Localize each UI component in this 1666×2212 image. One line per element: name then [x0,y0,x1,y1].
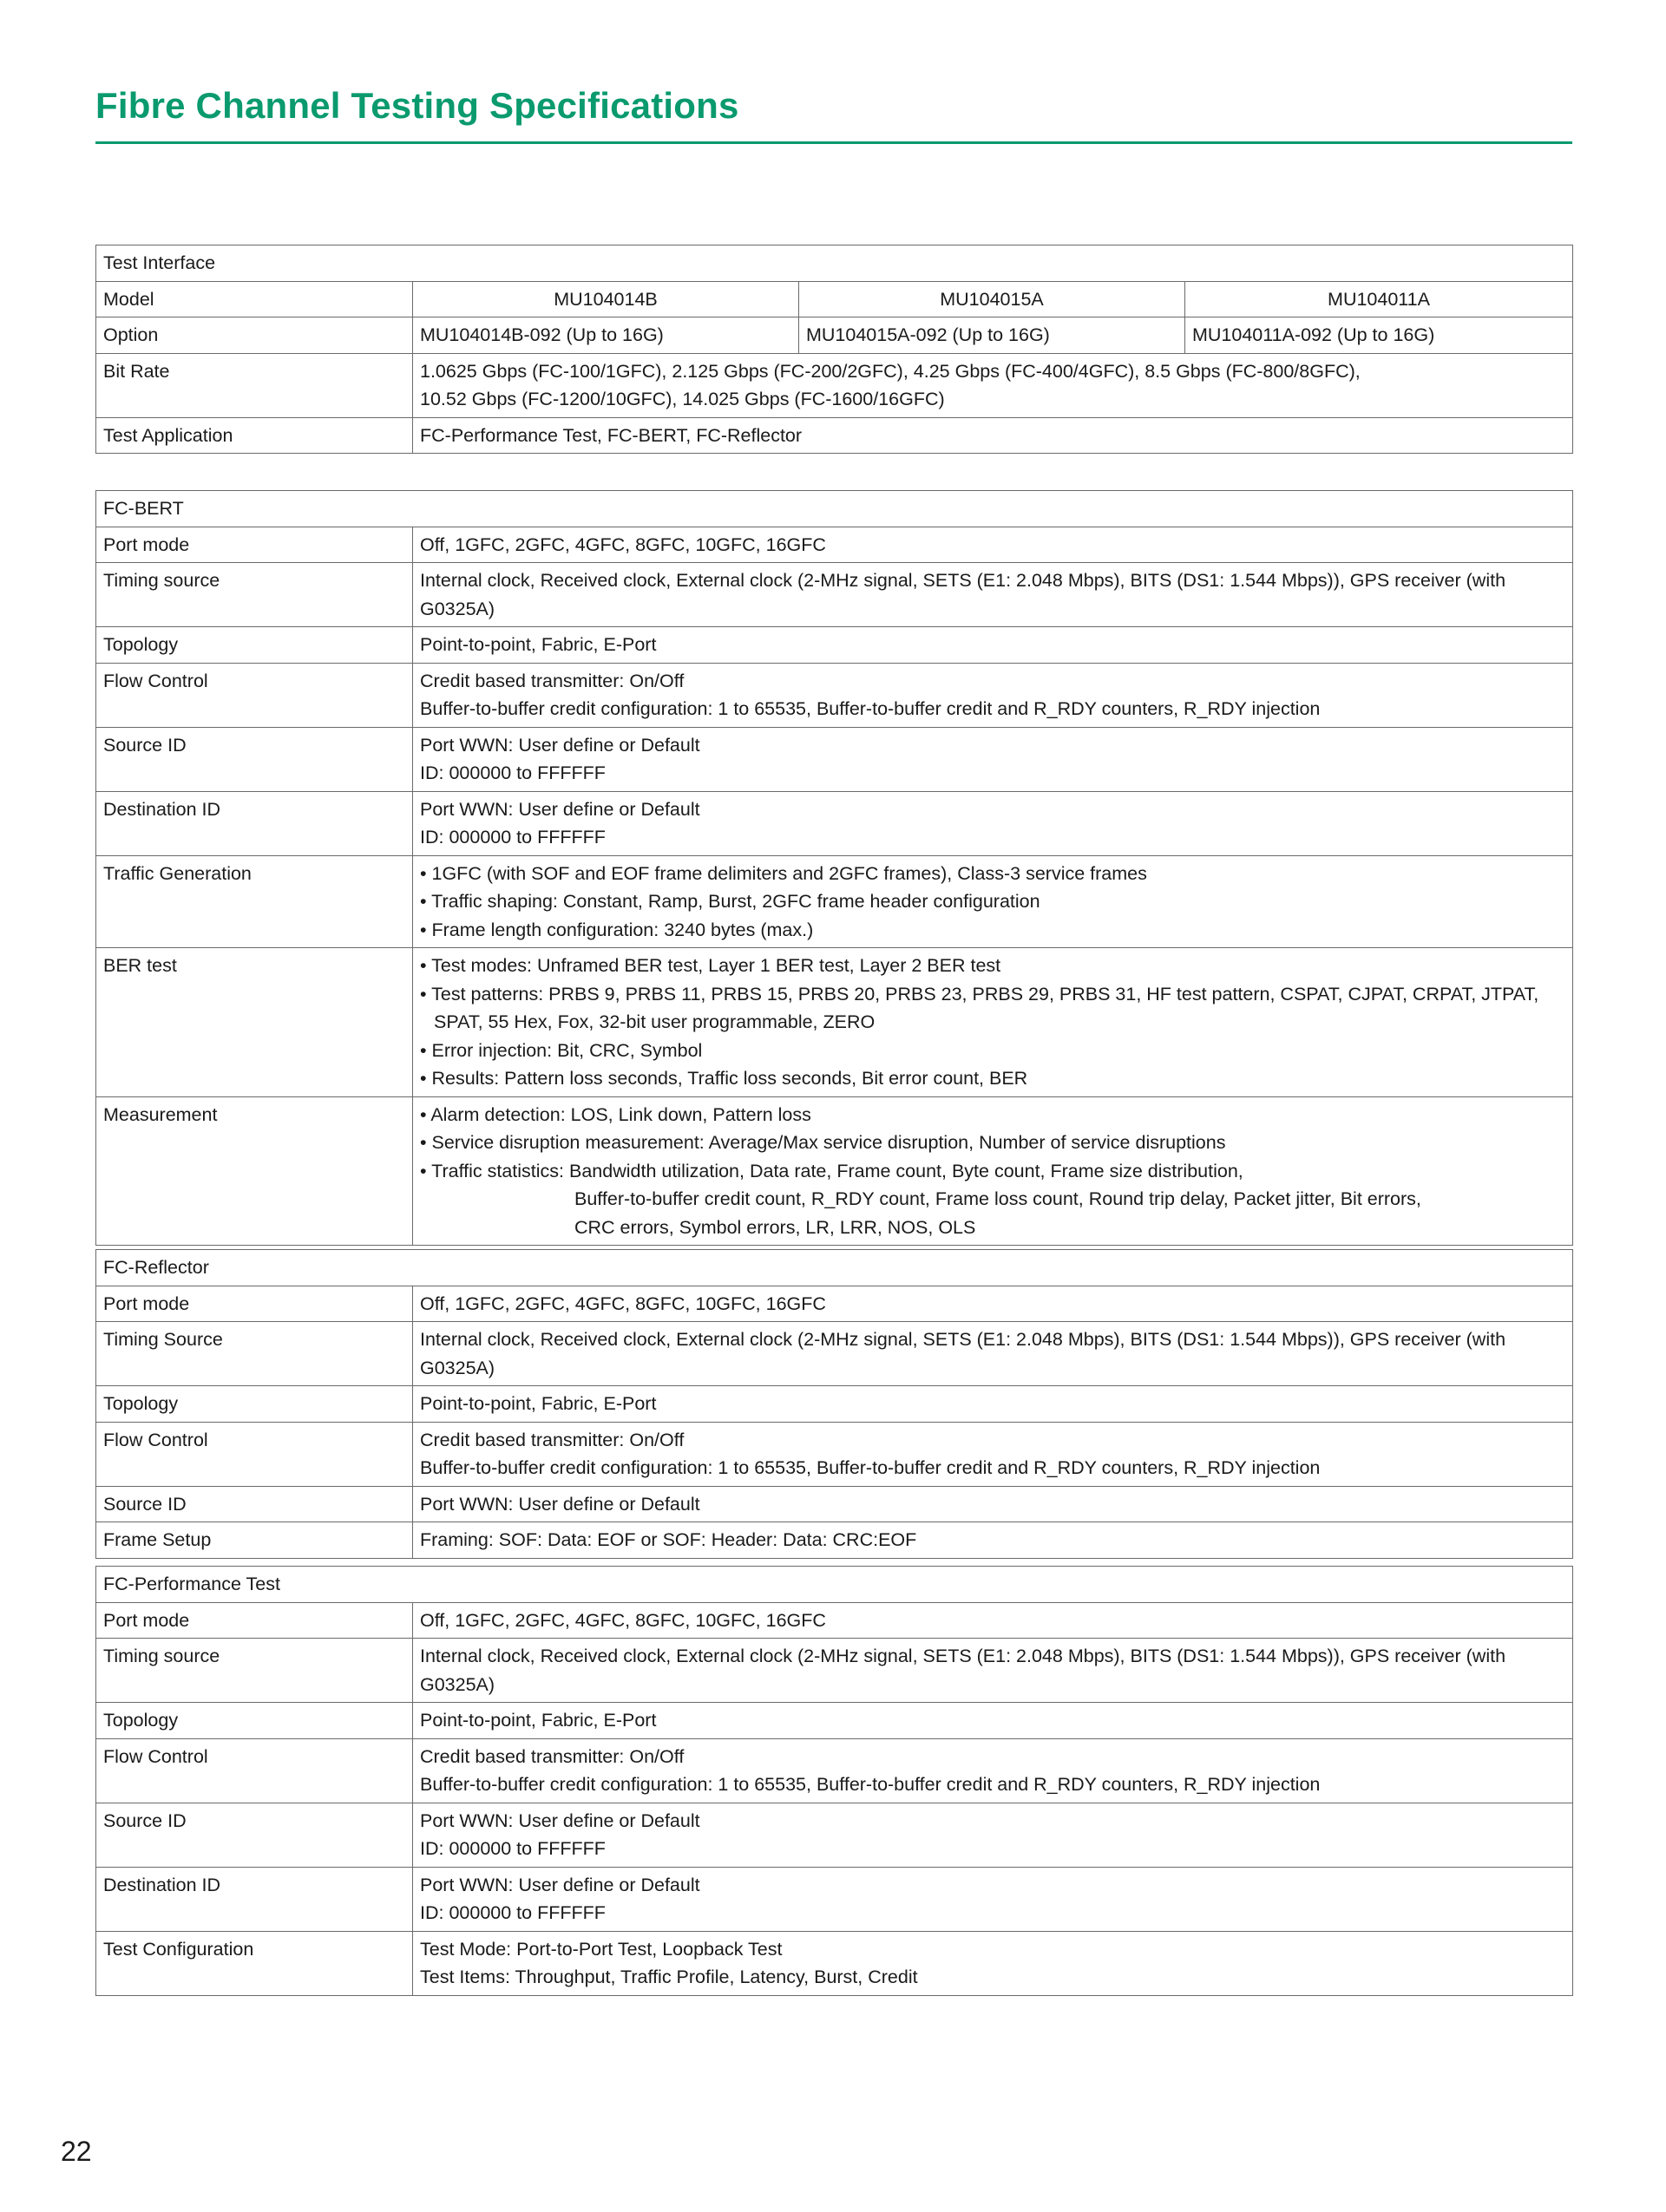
value-line: 1.0625 Gbps (FC-100/1GFC), 2.125 Gbps (FC-200/2GFC), 4.25 Gbps (FC-400/4GFC), 8.5 Gbps (FC-800/8GFC), [420,360,1361,382]
row-label: Bit Rate [96,353,413,417]
row-label: Flow Control [96,663,413,727]
row-label: Flow Control [96,1738,413,1803]
value-line: • Test modes: Unframed BER test, Layer 1 BER test, Layer 2 BER test [420,955,1001,976]
table-row [96,1286,1573,1322]
row-label: Measurement [96,1096,413,1246]
row-value [413,353,1573,417]
row-value [413,1738,1573,1803]
option-cell: MU104011A-092 (Up to 16G) [1185,317,1573,354]
value-line: Test Items: Throughput, Traffic Profile, Latency, Burst, Credit [420,1967,918,1987]
row-label: Timing Source [96,1322,413,1386]
model-cell: MU104014B [413,281,799,317]
section-header: Test Interface [96,245,1573,282]
value-line: Test Mode: Port-to-Port Test, Loopback Test [420,1938,783,1960]
row-label: Source ID [96,1803,413,1867]
row-value [413,1639,1573,1703]
table-row [96,1703,1573,1739]
row-value [413,563,1573,627]
table-row [96,663,1573,727]
row-value [413,1322,1573,1386]
table-row [96,1803,1573,1867]
table-row [96,353,1573,417]
table-row [96,1096,1573,1246]
value-line: ID: 000000 to FFFFFF [420,762,606,783]
fc-reflector-table [95,1249,1573,1559]
value-line: Buffer-to-buffer credit configuration: 1 to 65535, Buffer-to-buffer credit and R_RDY counters, R_RDY injection [420,1457,1321,1478]
option-cell: MU104014B-092 (Up to 16G) [413,317,799,354]
value-line: • Test patterns: PRBS 9, PRBS 11, PRBS 15, PRBS 20, PRBS 23, PRBS 29, PRBS 31, HF test pattern, CSPAT, CJPAT, CRPAT, JTPAT, SPAT, 55 Hex, Fox, 32-bit user programmable, ZERO [420,983,1539,1032]
value-line: Internal clock, Received clock, External clock (2-MHz signal, SETS (E1: 2.048 Mbps), BITS (DS1: 1.544 Mbps)), GPS receiver (with [420,1646,1506,1666]
value-line: Port WWN: User define or Default [420,1874,700,1895]
model-cell: MU104011A [1185,281,1573,317]
table-row [96,1422,1573,1486]
table-row [96,727,1573,791]
model-cell: MU104015A [799,281,1185,317]
value-line: Point-to-point, Fabric, E-Port [420,1710,657,1731]
fc-bert-table [95,490,1573,1246]
option-cell: MU104015A-092 (Up to 16G) [799,317,1185,354]
row-label: Port mode [96,1286,413,1322]
value-line: Port WWN: User define or Default [420,1810,700,1831]
value-line: G0325A) [420,1673,495,1695]
page-number: 22 [61,2136,92,2167]
row-label: Topology [96,627,413,664]
value-line: Internal clock, Received clock, External clock (2-MHz signal, SETS (E1: 2.048 Mbps), BITS (DS1: 1.544 Mbps)), GPS receiver (with G0325A) [420,570,1512,619]
row-label: Port mode [96,1602,413,1639]
row-label: BER test [96,948,413,1097]
section-header: FC-Reflector [96,1250,1573,1286]
table-row [96,1522,1573,1559]
row-value [413,527,1573,563]
fc-performance-table [95,1566,1573,1996]
value-line: Point-to-point, Fabric, E-Port [420,634,657,655]
title-divider [95,141,1572,144]
value-line: ID: 000000 to FFFFFF [420,827,606,847]
value-line: Buffer-to-buffer credit count, R_RDY count, Frame loss count, Round trip delay, Packet jitter, Bit errors, [574,1188,1421,1209]
value-line: • 1GFC (with SOF and EOF frame delimiters and 2GFC frames), Class-3 service frames [420,862,1147,884]
row-value [413,1931,1573,1995]
table-row [96,1322,1573,1386]
row-value [413,1486,1573,1522]
test-interface-table [95,245,1573,454]
value-line: Port WWN: User define or Default [420,734,700,756]
row-value [413,948,1573,1097]
value-line: 10.52 Gbps (FC-1200/10GFC), 14.025 Gbps (FC-1600/16GFC) [420,389,945,409]
row-label: Option [96,317,413,354]
table-header-row [96,245,1573,282]
table-row [96,1602,1573,1639]
value-line: • Frame length configuration: 3240 bytes (max.) [420,919,814,940]
row-label: Source ID [96,727,413,791]
row-value [413,663,1573,727]
value-line: Framing: SOF: Data: EOF or SOF: Header: Data: CRC:EOF [420,1529,917,1550]
value-line: Port WWN: User define or Default [420,798,700,820]
row-label: Test Application [96,417,413,454]
row-label: Source ID [96,1486,413,1522]
value-line: Buffer-to-buffer credit configuration: 1 to 65535, Buffer-to-buffer credit and R_RDY counters, R_RDY injection [420,698,1321,719]
row-value [413,855,1573,948]
table-row [96,1867,1573,1931]
row-label: Topology [96,1386,413,1423]
table-row [96,948,1573,1097]
value-line: Point-to-point, Fabric, E-Port [420,1393,657,1414]
value-line: • Alarm detection: LOS, Link down, Pattern loss [420,1103,811,1125]
value-line: • Traffic shaping: Constant, Ramp, Burst, 2GFC frame header configuration [420,891,1040,912]
row-label: Test Configuration [96,1931,413,1995]
row-label: Timing source [96,1639,413,1703]
table-row [96,1386,1573,1423]
row-value [413,1703,1573,1739]
table-row [96,563,1573,627]
row-label: Model [96,281,413,317]
table-row [96,1639,1573,1703]
value-line: • Results: Pattern loss seconds, Traffic loss seconds, Bit error count, BER [420,1068,1028,1089]
table-row [96,281,1573,317]
page-title: Fibre Channel Testing Specifications [95,85,739,126]
value-line: Credit based transmitter: On/Off [420,670,685,691]
section-header: FC-BERT [96,491,1573,527]
value-line: • Traffic statistics: Bandwidth utilization, Data rate, Frame count, Byte count, Frame size distribution, [420,1160,1243,1181]
value-line: • Service disruption measurement: Average/Max service disruption, Number of service disruptions [420,1132,1226,1153]
row-label: Port mode [96,527,413,563]
row-value [413,1422,1573,1486]
row-label: Destination ID [96,791,413,855]
row-value [413,1522,1573,1559]
table-row [96,1931,1573,1995]
table-row [96,317,1573,354]
value-line: ID: 000000 to FFFFFF [420,1902,606,1923]
row-value [413,727,1573,791]
row-value [413,1286,1573,1322]
table-row [96,791,1573,855]
value-line: Off, 1GFC, 2GFC, 4GFC, 8GFC, 10GFC, 16GFC [420,1293,826,1314]
row-label: Topology [96,1703,413,1739]
table-row [96,417,1573,454]
row-value [413,1386,1573,1423]
value-line: Credit based transmitter: On/Off [420,1745,685,1767]
value-line: ID: 000000 to FFFFFF [420,1838,606,1859]
table-row [96,855,1573,948]
row-label: Traffic Generation [96,855,413,948]
table-row [96,527,1573,563]
value-line: Credit based transmitter: On/Off [420,1429,685,1450]
value-line: Off, 1GFC, 2GFC, 4GFC, 8GFC, 10GFC, 16GFC [420,533,826,555]
row-label: Flow Control [96,1422,413,1486]
value-line: • Error injection: Bit, CRC, Symbol [420,1039,703,1061]
row-value [413,1602,1573,1639]
table-row [96,1738,1573,1803]
value-line: Internal clock, Received clock, External clock (2-MHz signal, SETS (E1: 2.048 Mbps), BITS (DS1: 1.544 Mbps)), GPS receiver (with G0325A) [420,1329,1512,1378]
row-value: FC-Performance Test, FC-BERT, FC-Reflector [413,417,1573,454]
row-label: Timing source [96,563,413,627]
value-line: Buffer-to-buffer credit configuration: 1 to 65535, Buffer-to-buffer credit and R_RDY counters, R_RDY injection [420,1774,1321,1795]
value-line: CRC errors, Symbol errors, LR, LRR, NOS, OLS [574,1216,976,1238]
row-value [413,1803,1573,1867]
row-value [413,1867,1573,1931]
table-row [96,1486,1573,1522]
row-label: Destination ID [96,1867,413,1931]
row-label: Frame Setup [96,1522,413,1559]
row-value [413,627,1573,664]
value-line: Off, 1GFC, 2GFC, 4GFC, 8GFC, 10GFC, 16GFC [420,1609,826,1631]
row-value [413,1096,1573,1246]
row-value [413,791,1573,855]
section-header: FC-Performance Test [96,1567,1573,1603]
table-row [96,627,1573,664]
value-line: Port WWN: User define or Default [420,1493,700,1515]
